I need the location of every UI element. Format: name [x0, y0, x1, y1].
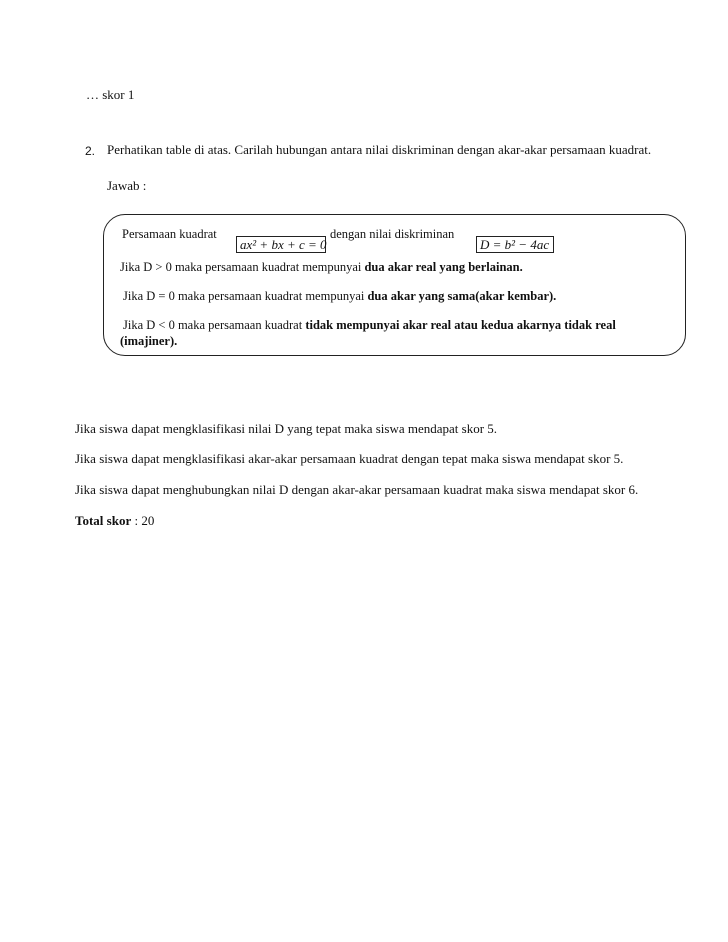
total-score-value: : 20 — [131, 513, 155, 528]
scoring-line-2: Jika siswa dapat mengklasifikasi akar-akar persamaan kuadrat dengan tepat maka siswa mendapat skor 5. — [75, 451, 624, 466]
intro-left: Persamaan kuadrat — [122, 227, 217, 241]
case-negative-result: tidak mempunyai akar real atau kedua akarnya tidak real — [305, 318, 616, 332]
total-score — [75, 513, 154, 529]
formula-discriminant: D = b² − 4ac — [476, 236, 554, 253]
formula-quadratic: ax² + bx + c = 0 — [236, 236, 326, 253]
scoring-line-1: Jika siswa dapat mengklasifikasi nilai D yang tepat maka siswa mendapat skor 5. — [75, 421, 498, 436]
case-zero-result: dua akar yang sama(akar kembar). — [367, 289, 557, 303]
question-number: 2. — [85, 144, 96, 158]
case-negative — [123, 318, 616, 333]
question-text: Perhatikan table di atas. Carilah hubungan antara nilai diskriminan dengan akar-akar persamaan kuadrat. — [107, 142, 652, 157]
answer-label: Jawab : — [107, 178, 147, 193]
case-negative-result-2: (imajiner). — [120, 334, 178, 348]
score-line: … skor 1 — [86, 87, 135, 102]
case-zero — [123, 289, 556, 304]
case-negative-text: Jika D < 0 maka persamaan kuadrat — [123, 318, 306, 332]
case-negative-continued — [120, 334, 177, 349]
case-positive — [120, 260, 523, 275]
intro-middle: dengan nilai diskriminan — [330, 227, 455, 241]
case-zero-text: Jika D = 0 maka persamaan kuadrat mempunyai — [123, 289, 368, 303]
case-positive-result: dua akar real yang berlainan. — [364, 260, 523, 274]
scoring-line-3: Jika siswa dapat menghubungkan nilai D dengan akar-akar persamaan kuadrat maka siswa mendapat skor 6. — [75, 482, 639, 497]
case-positive-text: Jika D > 0 maka persamaan kuadrat mempunyai — [120, 260, 365, 274]
total-score-label: Total skor — [75, 513, 132, 528]
